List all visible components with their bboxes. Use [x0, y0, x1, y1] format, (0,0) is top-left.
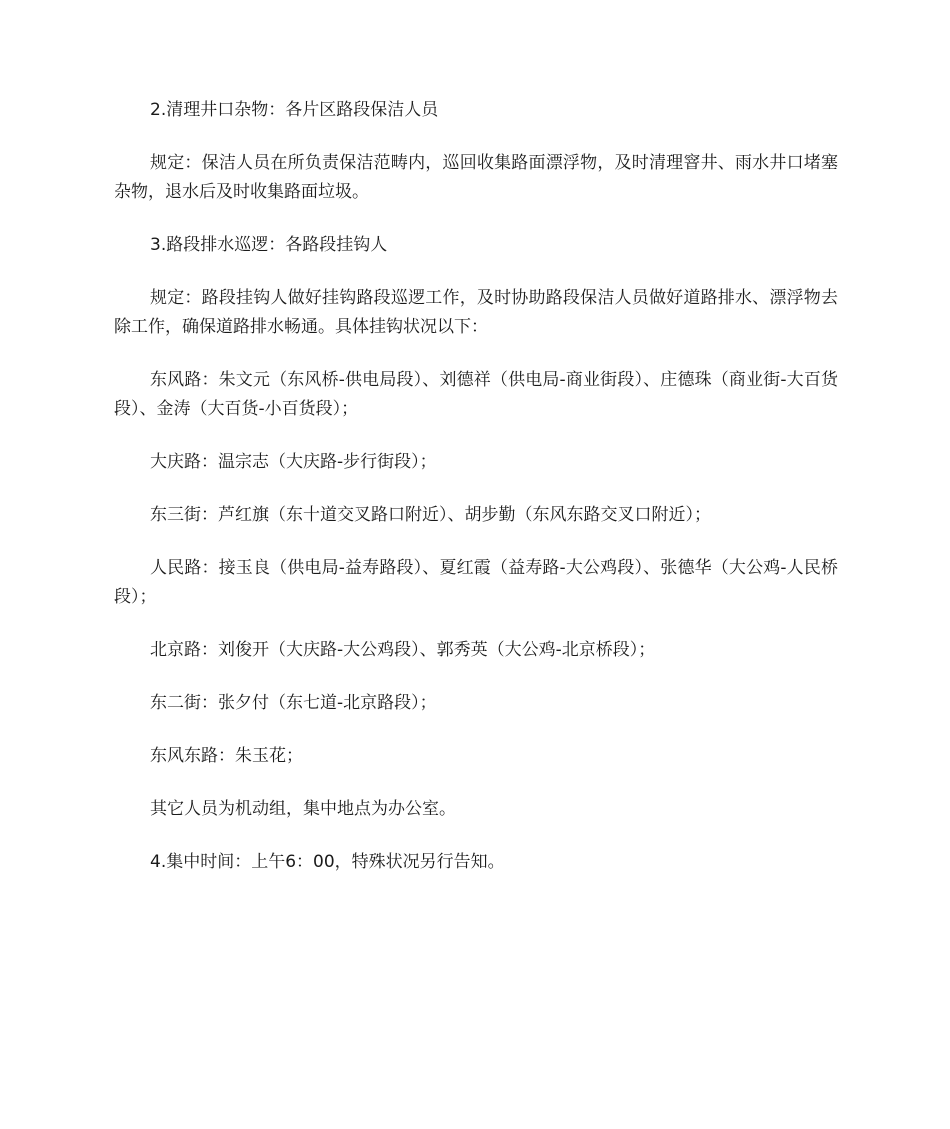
assignment-donger-street: 东二街：张夕付（东七道-北京路段）；	[150, 693, 437, 713]
section-heading-gathering-time: 4.集中时间：上午6：00，特殊状况另行告知。	[150, 852, 505, 872]
assignment-dongfeng-east-road: 东风东路：朱玉花；	[150, 746, 303, 766]
assignment-dongsan-street: 东三街：芦红旗（东十道交叉路口附近）、胡步勤（东风东路交叉口附近）；	[150, 505, 711, 525]
rule-paragraph-patrol: 规定：路段挂钩人做好挂钩路段巡逻工作，及时协助路段保洁人员做好道路排水、漂浮物去除工作，确保道路排水畅通。具体挂钩状况以下：	[114, 288, 838, 337]
document-body	[114, 96, 838, 877]
assignment-renmin-road: 人民路：接玉良（供电局-益寿路段）、夏红霞（益寿路-大公鸡段）、张德华（大公鸡-人民桥段）；	[114, 558, 838, 607]
assignment-daqing-road: 大庆路：温宗志（大庆路-步行街段）；	[150, 452, 437, 472]
mobile-group-note: 其它人员为机动组，集中地点为办公室。	[150, 799, 456, 819]
assignment-dongfeng-road: 东风路：朱文元（东风桥-供电局段）、刘德祥（供电局-商业街段）、庄德珠（商业街-大百货段）、金涛（大百货-小百货段）；	[114, 370, 838, 419]
rule-paragraph-cleaning: 规定：保洁人员在所负责保洁范畴内，巡回收集路面漂浮物，及时清理窨井、雨水井口堵塞杂物，退水后及时收集路面垃圾。	[114, 153, 838, 202]
section-heading-drainage-patrol: 3.路段排水巡逻：各路段挂钩人	[150, 235, 388, 255]
assignment-beijing-road: 北京路：刘俊开（大庆路-大公鸡段）、郭秀英（大公鸡-北京桥段）；	[150, 640, 656, 660]
section-heading-clear-debris: 2.清理井口杂物：各片区路段保洁人员	[150, 100, 439, 120]
